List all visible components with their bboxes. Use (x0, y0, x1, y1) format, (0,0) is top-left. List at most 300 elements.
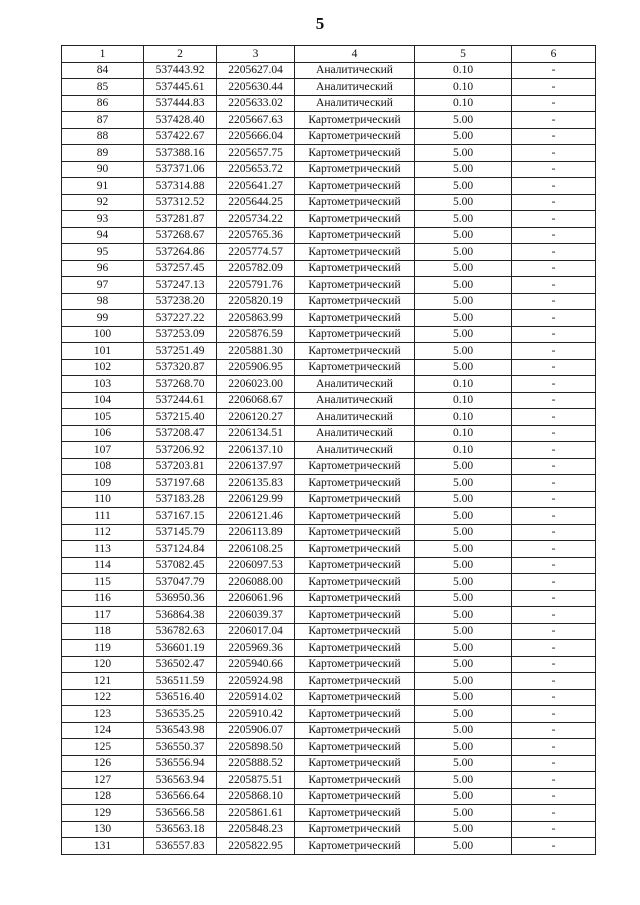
accuracy-cell: 5.00 (415, 277, 512, 294)
description-cell: - (512, 739, 596, 756)
point-number-cell: 110 (62, 491, 144, 508)
accuracy-cell: 5.00 (415, 805, 512, 822)
accuracy-cell: 5.00 (415, 557, 512, 574)
y-coordinate-cell: 2205627.04 (217, 62, 295, 79)
method-cell: Картометрический (295, 541, 415, 558)
x-coordinate-cell: 537388.16 (144, 145, 217, 162)
x-coordinate-cell: 536557.83 (144, 838, 217, 855)
table-row (62, 310, 596, 327)
point-number-cell: 103 (62, 376, 144, 393)
table-row (62, 574, 596, 591)
method-cell: Картометрический (295, 673, 415, 690)
point-number-cell: 120 (62, 656, 144, 673)
y-coordinate-cell: 2205940.66 (217, 656, 295, 673)
y-coordinate-cell: 2205888.52 (217, 755, 295, 772)
method-cell: Аналитический (295, 79, 415, 96)
method-cell: Картометрический (295, 838, 415, 855)
y-coordinate-cell: 2205875.51 (217, 772, 295, 789)
x-coordinate-cell: 537227.22 (144, 310, 217, 327)
accuracy-cell: 0.10 (415, 62, 512, 79)
method-cell: Аналитический (295, 425, 415, 442)
accuracy-cell: 5.00 (415, 755, 512, 772)
table-row (62, 706, 596, 723)
accuracy-cell: 5.00 (415, 788, 512, 805)
table-row (62, 772, 596, 789)
table-row (62, 376, 596, 393)
y-coordinate-cell: 2206088.00 (217, 574, 295, 591)
x-coordinate-cell: 537312.52 (144, 194, 217, 211)
y-coordinate-cell: 2205820.19 (217, 293, 295, 310)
description-cell: - (512, 62, 596, 79)
x-coordinate-cell: 537238.20 (144, 293, 217, 310)
table-row (62, 227, 596, 244)
table-row (62, 343, 596, 360)
description-cell: - (512, 755, 596, 772)
y-coordinate-cell: 2206108.25 (217, 541, 295, 558)
x-coordinate-cell: 537445.61 (144, 79, 217, 96)
y-coordinate-cell: 2205863.99 (217, 310, 295, 327)
x-coordinate-cell: 537203.81 (144, 458, 217, 475)
y-coordinate-cell: 2206017.04 (217, 623, 295, 640)
description-cell: - (512, 178, 596, 195)
method-cell: Картометрический (295, 293, 415, 310)
y-coordinate-cell: 2205791.76 (217, 277, 295, 294)
description-cell: - (512, 656, 596, 673)
table-row (62, 508, 596, 525)
method-cell: Картометрический (295, 458, 415, 475)
point-number-cell: 130 (62, 821, 144, 838)
point-number-cell: 97 (62, 277, 144, 294)
accuracy-cell: 5.00 (415, 293, 512, 310)
y-coordinate-cell: 2205644.25 (217, 194, 295, 211)
y-coordinate-cell: 2206061.96 (217, 590, 295, 607)
point-number-cell: 102 (62, 359, 144, 376)
table-row (62, 590, 596, 607)
table-row (62, 524, 596, 541)
accuracy-cell: 5.00 (415, 706, 512, 723)
x-coordinate-cell: 537257.45 (144, 260, 217, 277)
header-cell: 5 (415, 46, 512, 63)
description-cell: - (512, 128, 596, 145)
point-number-cell: 94 (62, 227, 144, 244)
point-number-cell: 100 (62, 326, 144, 343)
description-cell: - (512, 211, 596, 228)
header-cell: 4 (295, 46, 415, 63)
method-cell: Картометрический (295, 557, 415, 574)
method-cell: Картометрический (295, 475, 415, 492)
accuracy-cell: 0.10 (415, 409, 512, 426)
description-cell: - (512, 524, 596, 541)
description-cell: - (512, 277, 596, 294)
point-number-cell: 107 (62, 442, 144, 459)
table-row (62, 821, 596, 838)
table-row (62, 689, 596, 706)
y-coordinate-cell: 2205667.63 (217, 112, 295, 129)
description-cell: - (512, 310, 596, 327)
point-number-cell: 125 (62, 739, 144, 756)
y-coordinate-cell: 2205924.98 (217, 673, 295, 690)
point-number-cell: 85 (62, 79, 144, 96)
description-cell: - (512, 359, 596, 376)
description-cell: - (512, 689, 596, 706)
accuracy-cell: 0.10 (415, 392, 512, 409)
y-coordinate-cell: 2205630.44 (217, 79, 295, 96)
method-cell: Картометрический (295, 772, 415, 789)
accuracy-cell: 5.00 (415, 689, 512, 706)
method-cell: Картометрический (295, 128, 415, 145)
y-coordinate-cell: 2205641.27 (217, 178, 295, 195)
x-coordinate-cell: 536502.47 (144, 656, 217, 673)
y-coordinate-cell: 2205868.10 (217, 788, 295, 805)
table-row (62, 491, 596, 508)
x-coordinate-cell: 537167.15 (144, 508, 217, 525)
x-coordinate-cell: 536535.25 (144, 706, 217, 723)
description-cell: - (512, 409, 596, 426)
y-coordinate-cell: 2206039.37 (217, 607, 295, 624)
point-number-cell: 101 (62, 343, 144, 360)
method-cell: Картометрический (295, 244, 415, 261)
method-cell: Картометрический (295, 706, 415, 723)
table-row (62, 178, 596, 195)
y-coordinate-cell: 2205633.02 (217, 95, 295, 112)
table-row (62, 79, 596, 96)
accuracy-cell: 0.10 (415, 376, 512, 393)
x-coordinate-cell: 536601.19 (144, 640, 217, 657)
method-cell: Картометрический (295, 590, 415, 607)
table-row (62, 359, 596, 376)
method-cell: Картометрический (295, 640, 415, 657)
description-cell: - (512, 574, 596, 591)
description-cell: - (512, 590, 596, 607)
x-coordinate-cell: 536563.94 (144, 772, 217, 789)
accuracy-cell: 5.00 (415, 772, 512, 789)
accuracy-cell: 5.00 (415, 310, 512, 327)
x-coordinate-cell: 536556.94 (144, 755, 217, 772)
accuracy-cell: 5.00 (415, 524, 512, 541)
description-cell: - (512, 343, 596, 360)
description-cell: - (512, 326, 596, 343)
method-cell: Картометрический (295, 277, 415, 294)
x-coordinate-cell: 537206.92 (144, 442, 217, 459)
point-number-cell: 84 (62, 62, 144, 79)
x-coordinate-cell: 536511.59 (144, 673, 217, 690)
y-coordinate-cell: 2206137.97 (217, 458, 295, 475)
point-number-cell: 113 (62, 541, 144, 558)
accuracy-cell: 5.00 (415, 656, 512, 673)
accuracy-cell: 5.00 (415, 821, 512, 838)
point-number-cell: 111 (62, 508, 144, 525)
method-cell: Картометрический (295, 359, 415, 376)
accuracy-cell: 5.00 (415, 178, 512, 195)
x-coordinate-cell: 537428.40 (144, 112, 217, 129)
table-row (62, 244, 596, 261)
x-coordinate-cell: 536566.64 (144, 788, 217, 805)
method-cell: Картометрический (295, 805, 415, 822)
description-cell: - (512, 425, 596, 442)
y-coordinate-cell: 2205876.59 (217, 326, 295, 343)
accuracy-cell: 5.00 (415, 112, 512, 129)
description-cell: - (512, 673, 596, 690)
x-coordinate-cell: 537268.70 (144, 376, 217, 393)
description-cell: - (512, 788, 596, 805)
x-coordinate-cell: 536550.37 (144, 739, 217, 756)
accuracy-cell: 5.00 (415, 541, 512, 558)
method-cell: Картометрический (295, 343, 415, 360)
y-coordinate-cell: 2205822.95 (217, 838, 295, 855)
method-cell: Картометрический (295, 574, 415, 591)
table-row (62, 475, 596, 492)
description-cell: - (512, 805, 596, 822)
x-coordinate-cell: 536543.98 (144, 722, 217, 739)
x-coordinate-cell: 536950.36 (144, 590, 217, 607)
description-cell: - (512, 161, 596, 178)
table-row (62, 640, 596, 657)
description-cell: - (512, 376, 596, 393)
accuracy-cell: 5.00 (415, 194, 512, 211)
description-cell: - (512, 194, 596, 211)
x-coordinate-cell: 537264.86 (144, 244, 217, 261)
method-cell: Аналитический (295, 442, 415, 459)
point-number-cell: 106 (62, 425, 144, 442)
point-number-cell: 89 (62, 145, 144, 162)
method-cell: Картометрический (295, 145, 415, 162)
x-coordinate-cell: 537314.88 (144, 178, 217, 195)
description-cell: - (512, 491, 596, 508)
point-number-cell: 98 (62, 293, 144, 310)
point-number-cell: 116 (62, 590, 144, 607)
y-coordinate-cell: 2206120.27 (217, 409, 295, 426)
x-coordinate-cell: 537371.06 (144, 161, 217, 178)
x-coordinate-cell: 536782.63 (144, 623, 217, 640)
point-number-cell: 108 (62, 458, 144, 475)
table-row (62, 194, 596, 211)
y-coordinate-cell: 2205848.23 (217, 821, 295, 838)
description-cell: - (512, 442, 596, 459)
description-cell: - (512, 392, 596, 409)
accuracy-cell: 5.00 (415, 722, 512, 739)
description-cell: - (512, 607, 596, 624)
description-cell: - (512, 508, 596, 525)
point-number-cell: 86 (62, 95, 144, 112)
point-number-cell: 121 (62, 673, 144, 690)
point-number-cell: 129 (62, 805, 144, 822)
table-row (62, 673, 596, 690)
table-row (62, 722, 596, 739)
accuracy-cell: 5.00 (415, 145, 512, 162)
y-coordinate-cell: 2206068.67 (217, 392, 295, 409)
y-coordinate-cell: 2205861.61 (217, 805, 295, 822)
method-cell: Картометрический (295, 524, 415, 541)
description-cell: - (512, 623, 596, 640)
method-cell: Картометрический (295, 227, 415, 244)
y-coordinate-cell: 2205734.22 (217, 211, 295, 228)
header-cell: 1 (62, 46, 144, 63)
method-cell: Картометрический (295, 112, 415, 129)
accuracy-cell: 5.00 (415, 359, 512, 376)
point-number-cell: 117 (62, 607, 144, 624)
table-row (62, 128, 596, 145)
table-row (62, 557, 596, 574)
method-cell: Картометрический (295, 508, 415, 525)
table-body (62, 62, 596, 854)
x-coordinate-cell: 537124.84 (144, 541, 217, 558)
method-cell: Картометрический (295, 211, 415, 228)
description-cell: - (512, 722, 596, 739)
table-row (62, 838, 596, 855)
x-coordinate-cell: 536516.40 (144, 689, 217, 706)
y-coordinate-cell: 2205898.50 (217, 739, 295, 756)
x-coordinate-cell: 537422.67 (144, 128, 217, 145)
x-coordinate-cell: 537183.28 (144, 491, 217, 508)
method-cell: Картометрический (295, 722, 415, 739)
point-number-cell: 96 (62, 260, 144, 277)
point-number-cell: 87 (62, 112, 144, 129)
description-cell: - (512, 112, 596, 129)
y-coordinate-cell: 2206137.10 (217, 442, 295, 459)
y-coordinate-cell: 2205774.57 (217, 244, 295, 261)
method-cell: Картометрический (295, 260, 415, 277)
method-cell: Картометрический (295, 161, 415, 178)
table-row (62, 293, 596, 310)
x-coordinate-cell: 537082.45 (144, 557, 217, 574)
table-row (62, 442, 596, 459)
x-coordinate-cell: 537444.83 (144, 95, 217, 112)
y-coordinate-cell: 2205914.02 (217, 689, 295, 706)
accuracy-cell: 5.00 (415, 244, 512, 261)
point-number-cell: 123 (62, 706, 144, 723)
table-row (62, 755, 596, 772)
y-coordinate-cell: 2206135.83 (217, 475, 295, 492)
description-cell: - (512, 95, 596, 112)
point-number-cell: 95 (62, 244, 144, 261)
x-coordinate-cell: 536563.18 (144, 821, 217, 838)
method-cell: Картометрический (295, 326, 415, 343)
y-coordinate-cell: 2205906.95 (217, 359, 295, 376)
x-coordinate-cell: 537320.87 (144, 359, 217, 376)
table-row (62, 541, 596, 558)
accuracy-cell: 5.00 (415, 227, 512, 244)
y-coordinate-cell: 2206113.89 (217, 524, 295, 541)
point-number-cell: 118 (62, 623, 144, 640)
x-coordinate-cell: 537145.79 (144, 524, 217, 541)
x-coordinate-cell: 536864.38 (144, 607, 217, 624)
x-coordinate-cell: 536566.58 (144, 805, 217, 822)
table-row (62, 425, 596, 442)
method-cell: Картометрический (295, 689, 415, 706)
accuracy-cell: 5.00 (415, 838, 512, 855)
method-cell: Картометрический (295, 491, 415, 508)
table-header-row (62, 46, 596, 63)
table-row (62, 656, 596, 673)
method-cell: Картометрический (295, 656, 415, 673)
accuracy-cell: 5.00 (415, 161, 512, 178)
point-number-cell: 114 (62, 557, 144, 574)
accuracy-cell: 5.00 (415, 623, 512, 640)
x-coordinate-cell: 537268.67 (144, 227, 217, 244)
method-cell: Картометрический (295, 788, 415, 805)
method-cell: Картометрический (295, 178, 415, 195)
point-number-cell: 105 (62, 409, 144, 426)
y-coordinate-cell: 2206129.99 (217, 491, 295, 508)
accuracy-cell: 5.00 (415, 574, 512, 591)
x-coordinate-cell: 537251.49 (144, 343, 217, 360)
point-number-cell: 124 (62, 722, 144, 739)
description-cell: - (512, 706, 596, 723)
point-number-cell: 90 (62, 161, 144, 178)
x-coordinate-cell: 537215.40 (144, 409, 217, 426)
table-row (62, 95, 596, 112)
y-coordinate-cell: 2205653.72 (217, 161, 295, 178)
page-number: 5 (315, 14, 325, 33)
accuracy-cell: 0.10 (415, 79, 512, 96)
description-cell: - (512, 244, 596, 261)
point-number-cell: 93 (62, 211, 144, 228)
y-coordinate-cell: 2205657.75 (217, 145, 295, 162)
y-coordinate-cell: 2205765.36 (217, 227, 295, 244)
description-cell: - (512, 640, 596, 657)
y-coordinate-cell: 2206134.51 (217, 425, 295, 442)
accuracy-cell: 5.00 (415, 590, 512, 607)
table-row (62, 607, 596, 624)
x-coordinate-cell: 537208.47 (144, 425, 217, 442)
table-row (62, 277, 596, 294)
method-cell: Картометрический (295, 607, 415, 624)
point-number-cell: 127 (62, 772, 144, 789)
method-cell: Аналитический (295, 409, 415, 426)
point-number-cell: 122 (62, 689, 144, 706)
table-row (62, 623, 596, 640)
point-number-cell: 109 (62, 475, 144, 492)
description-cell: - (512, 821, 596, 838)
x-coordinate-cell: 537281.87 (144, 211, 217, 228)
table-row (62, 392, 596, 409)
description-cell: - (512, 293, 596, 310)
accuracy-cell: 5.00 (415, 673, 512, 690)
accuracy-cell: 5.00 (415, 326, 512, 343)
description-cell: - (512, 458, 596, 475)
accuracy-cell: 5.00 (415, 508, 512, 525)
description-cell: - (512, 475, 596, 492)
accuracy-cell: 0.10 (415, 95, 512, 112)
accuracy-cell: 5.00 (415, 607, 512, 624)
table-row (62, 409, 596, 426)
point-number-cell: 131 (62, 838, 144, 855)
description-cell: - (512, 227, 596, 244)
accuracy-cell: 5.00 (415, 260, 512, 277)
method-cell: Аналитический (295, 95, 415, 112)
y-coordinate-cell: 2205910.42 (217, 706, 295, 723)
x-coordinate-cell: 537247.13 (144, 277, 217, 294)
point-number-cell: 92 (62, 194, 144, 211)
table-row (62, 788, 596, 805)
accuracy-cell: 5.00 (415, 211, 512, 228)
y-coordinate-cell: 2205782.09 (217, 260, 295, 277)
header-cell: 2 (144, 46, 217, 63)
x-coordinate-cell: 537443.92 (144, 62, 217, 79)
x-coordinate-cell: 537047.79 (144, 574, 217, 591)
x-coordinate-cell: 537197.68 (144, 475, 217, 492)
description-cell: - (512, 260, 596, 277)
table-row (62, 112, 596, 129)
point-number-cell: 91 (62, 178, 144, 195)
method-cell: Аналитический (295, 376, 415, 393)
method-cell: Аналитический (295, 392, 415, 409)
y-coordinate-cell: 2206097.53 (217, 557, 295, 574)
point-number-cell: 128 (62, 788, 144, 805)
accuracy-cell: 0.10 (415, 425, 512, 442)
x-coordinate-cell: 537244.61 (144, 392, 217, 409)
point-number-cell: 119 (62, 640, 144, 657)
